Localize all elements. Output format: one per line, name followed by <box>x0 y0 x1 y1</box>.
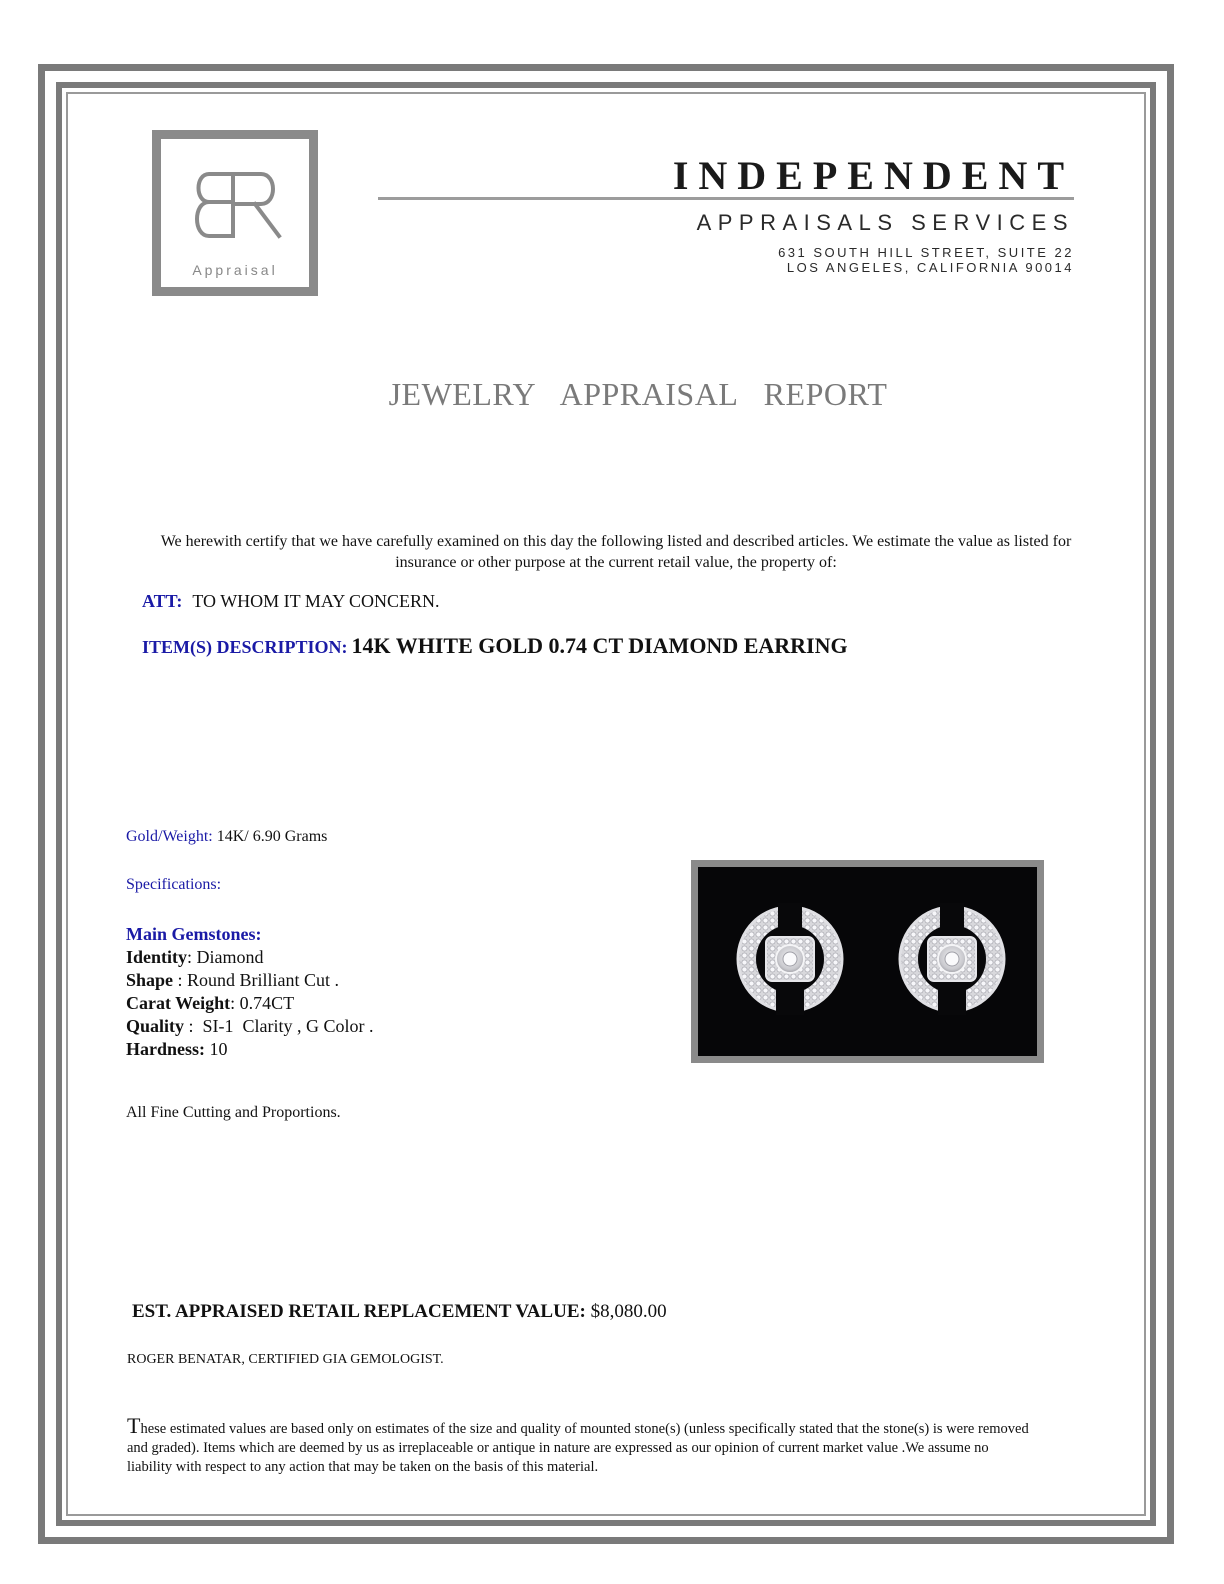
br-monogram-icon <box>187 168 287 244</box>
logo-subtitle: Appraisal <box>192 262 278 278</box>
quality-label: Quality <box>126 1016 185 1036</box>
gold-weight-label: Gold/Weight: <box>126 828 213 845</box>
shape-value: : Round Brilliant Cut . <box>173 970 340 990</box>
identity-label: Identity <box>126 947 188 967</box>
identity-value: : Diamond <box>187 947 264 967</box>
hardness-row <box>126 1038 374 1061</box>
item-description-line <box>142 633 848 659</box>
gold-weight-value: 14K/ 6.90 Grams <box>216 828 328 845</box>
specifications-label: Specifications: <box>126 876 222 893</box>
item-description-label: ITEM(S) DESCRIPTION: <box>142 637 348 657</box>
att-value: TO WHOM IT MAY CONCERN. <box>192 591 440 611</box>
att-label: ATT: <box>142 591 183 611</box>
hardness-value: 10 <box>205 1039 228 1059</box>
disclaimer-text <box>127 1413 1037 1477</box>
main-gemstones-heading: Main Gemstones: <box>126 924 262 944</box>
main-gemstones-block <box>126 923 374 1061</box>
cutting-note: All Fine Cutting and Proportions. <box>126 1104 341 1121</box>
appraised-value-line <box>132 1301 667 1323</box>
company-address-line2: LOS ANGELES, CALIFORNIA 90014 <box>786 260 1074 275</box>
company-address-line1: 631 SOUTH HILL STREET, SUITE 22 <box>778 245 1074 260</box>
report-title: JEWELRY APPRAISAL REPORT <box>388 376 888 412</box>
identity-row <box>126 946 374 969</box>
quality-value: : SI-1 Clarity , G Color . <box>184 1016 374 1036</box>
right-earring <box>900 903 1004 1015</box>
item-description-value: 14K WHITE GOLD 0.74 CT DIAMOND EARRING <box>351 633 848 658</box>
shape-label: Shape <box>126 970 174 990</box>
gemologist-signature-line: ROGER BENATAR, CERTIFIED GIA GEMOLOGIST. <box>127 1352 444 1367</box>
certification-intro: We herewith certify that we have carefully examined on this day the following listed and described articles. We estimate the value as listed for insurance or other purpose at the current retail value, the property of: <box>160 533 1072 571</box>
att-line <box>142 591 440 612</box>
appraised-value-amount: $8,080.00 <box>590 1301 667 1322</box>
appraised-value-label: EST. APPRAISED RETAIL REPLACEMENT VALUE: <box>132 1301 586 1322</box>
left-earring <box>738 903 842 1015</box>
hardness-label: Hardness: <box>126 1039 206 1059</box>
company-name: INDEPENDENT <box>672 153 1074 198</box>
gold-weight-line <box>126 828 327 846</box>
diamond-earrings-icon <box>698 867 1037 1056</box>
shape-row <box>126 969 374 992</box>
quality-row <box>126 1015 374 1038</box>
earring-photo <box>691 860 1044 1063</box>
company-division: APPRAISALS SERVICES <box>696 210 1074 235</box>
disclaimer-first-letter: T <box>127 1413 141 1438</box>
carat-weight-value: : 0.74CT <box>230 993 295 1013</box>
carat-weight-row <box>126 992 374 1015</box>
disclaimer-body: hese estimated values are based only on estimates of the size and quality of mounted stone(s) (unless specifically stated that the stone(s) is were removed and graded). Items which are deemed by us as irreplaceable or antique in nature are expressed as our opinion of current market value .We assume no liability with respect to any action that may be taken on the basis of this material. <box>127 1421 1029 1475</box>
carat-weight-label: Carat Weight <box>126 993 231 1013</box>
